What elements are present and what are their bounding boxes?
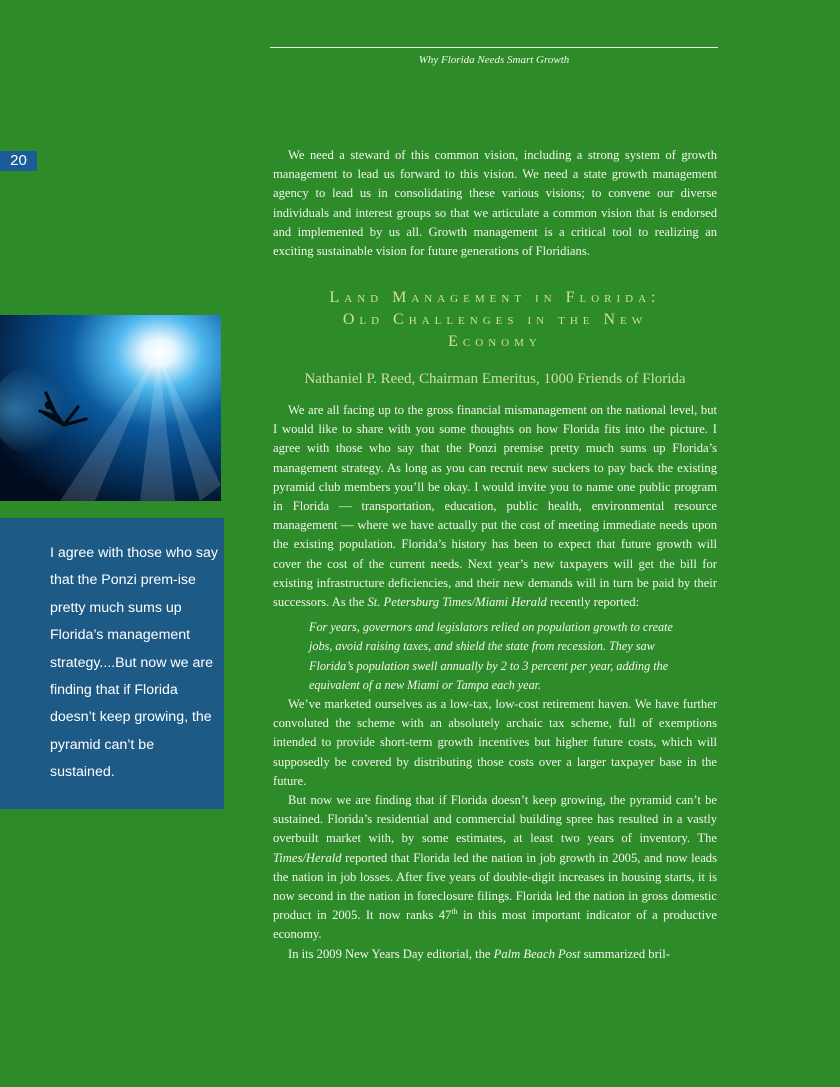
body-column	[273, 401, 717, 964]
pull-quote: I agree with those who say that the Ponzi prem-ise pretty much sums up Florida’s management strategy....But now we are finding that if Florida doesn’t keep growing, the pyramid can’t be sustained.	[50, 545, 218, 781]
running-header: Why Florida Needs Smart Growth	[418, 54, 570, 66]
intro-column	[273, 146, 717, 261]
ordinal-suffix: th	[451, 907, 458, 917]
body-text: summarized bril-	[580, 946, 670, 961]
body-text: reported that Florida led the nation in job growth in 2005, and now leads the nation in job losses. After five years of double-digit increases in housing starts, it is now second in the nation in foreclosure filings. Florida led the nation in gross domestic product in 2005. It now ranks 47	[273, 850, 717, 923]
section-title	[273, 287, 717, 353]
section-title-line: Land Management in Florida:	[329, 289, 661, 306]
body-paragraph	[273, 791, 717, 945]
body-text: in this most important indicator of a productive economy.	[273, 908, 717, 942]
underwater-photo-graphic	[0, 315, 221, 501]
body-text: We are all facing up to the gross financial mismanagement on the national level, but I would like to share with you some thoughts on how Florida fits into the picture. I agree with those who say that the Ponzi premise pretty much sums up Florida’s management strategy. As long as you can recruit new suckers to pay back the existing pyramid club members you’ll be okay. I would invite you to name one public program in Florida — transportation, education, public health, environmental resource management — where we have actually put the cost of meeting immediate needs upon the existing population. Florida’s history has been to expect that future growth will cover the cost of the current needs. Next year’s new taxpayers will get the bill for existing infrastructure deficiencies, and their new demands will in turn be paid by their successors. As the	[273, 403, 717, 610]
page-number: 20	[0, 151, 37, 171]
publication-name: Times/Herald	[273, 850, 342, 865]
underwater-swimmer-photo	[0, 315, 221, 501]
body-paragraph	[273, 945, 717, 964]
body-paragraph: We’ve marketed ourselves as a low-tax, low-cost retirement haven. We have further convoluted the scheme with an absolutely archaic tax scheme, full of exemptions intended to provide short-term growth incentives but higher future costs, which will supposedly be covered by distributing those costs over a larger taxpayer base in the future.	[273, 697, 717, 788]
body-text: But now we are finding that if Florida doesn’t keep growing, the pyramid can’t be sustained. Florida’s residential and commercial building spree has resulted in a vastly overbuilt market with, by some estimates, at least two years of inventory. The	[273, 793, 717, 846]
section-title-line: Economy	[448, 333, 542, 350]
intro-paragraph: We need a steward of this common vision, including a strong system of growth management to lead us forward to this vision. We need a state growth management agency to lead us in consolidating these various visions; to convene our diverse individuals and interest groups so that we articulate a common vision that is endorsed and implemented by us all. Growth management is a critical tool to realizing an exciting sustainable vision for future generations of Floridians.	[273, 148, 717, 259]
section-title-line: Old Challenges in the New	[342, 311, 648, 328]
publication-name: St. Petersburg Times/Miami Herald	[367, 595, 547, 610]
byline: Nathaniel P. Reed, Chairman Emeritus, 1000 Friends of Florida	[304, 371, 686, 387]
body-text: In its 2009 New Years Day editorial, the	[288, 946, 494, 961]
body-paragraph	[273, 401, 717, 612]
body-text: recently reported:	[546, 595, 640, 610]
publication-name: Palm Beach Post	[493, 946, 581, 961]
block-quote: For years, governors and legislators relied on population growth to create jobs, avoid raising taxes, and shield the state from recession. They saw Florida’s population swell annually by 2 to 3 percent per year, adding the equivalent of a new Miami or Tampa each year.	[309, 620, 673, 692]
header-rule	[270, 47, 718, 48]
